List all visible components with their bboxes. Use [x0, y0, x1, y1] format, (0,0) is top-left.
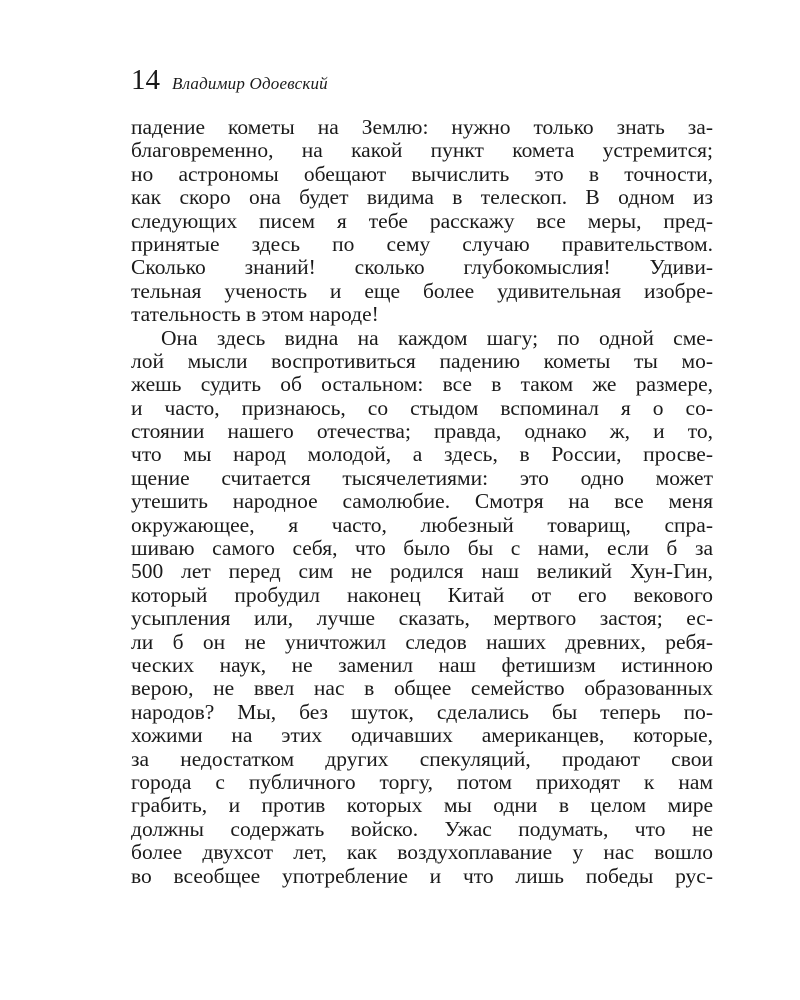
text-line: лой мысли воспротивиться падению кометы ты мо- [131, 349, 713, 373]
running-head [131, 64, 328, 97]
text-line: и часто, признаюсь, со стыдом вспоминал я о со- [131, 396, 713, 420]
text-line: окружающее, я часто, любезный товарищ, спра- [131, 513, 713, 537]
text-line: но астрономы обещают вычислить это в точности, [131, 162, 713, 186]
page-number: 14 [131, 64, 160, 96]
text-line: который пробудил наконец Китай от его векового [131, 583, 713, 607]
text-line: тельная ученость и еще более удивительная изобре- [131, 279, 713, 303]
author-name: Владимир Одоевский [172, 74, 328, 93]
text-line: что мы народ молодой, а здесь, в России, просве- [131, 443, 713, 467]
text-line: грабить, и против которых мы одни в целом мире [131, 794, 713, 818]
text-line: должны содержать войско. Ужас подумать, что не [131, 817, 713, 841]
body-text [131, 116, 713, 888]
text-line: за недостатком других спекуляций, продают свои [131, 747, 713, 771]
text-line: следующих писем я тебе расскажу все меры, пред- [131, 209, 713, 233]
text-line: щение считается тысячелетиями: это одно может [131, 466, 713, 490]
text-line: ли б он не уничтожил следов наших древних, ребя- [131, 630, 713, 654]
text-line: жешь судить об остальном: все в таком же размере, [131, 373, 713, 397]
text-line: во всеобщее употребление и что лишь победы рус- [131, 864, 713, 888]
text-line: усыпления или, лучше сказать, мертвого застоя; ес- [131, 607, 713, 631]
text-line: падение кометы на Землю: нужно только знать за- [131, 116, 713, 139]
text-line: 500 лет перед сим не родился наш великий Хун-Гин, [131, 560, 713, 584]
text-line: принятые здесь по сему случаю правительством. [131, 232, 713, 256]
text-line: ческих наук, не заменил наш фетишизм истинною [131, 653, 713, 677]
text-line: стоянии нашего отечества; правда, однако ж, и то, [131, 420, 713, 444]
text-line: более двухсот лет, как воздухоплавание у нас вошло [131, 841, 713, 865]
text-line: народов? Мы, без шуток, сделались бы теперь по- [131, 700, 713, 724]
text-line: шиваю самого себя, что было бы с нами, если б за [131, 537, 713, 561]
paragraph-end-line: тательность в этом народе! [131, 303, 379, 327]
text-line: Сколько знаний! сколько глубокомыслия! Удиви- [131, 256, 713, 280]
text-line: утешить народное самолюбие. Смотря на все меня [131, 490, 713, 514]
text-line: как скоро она будет видима в телескоп. В одном из [131, 186, 713, 210]
paragraph-first-line: Она здесь видна на каждом шагу; по одной сме- [161, 326, 713, 350]
text-line: благовременно, на какой пункт комета устремится; [131, 139, 713, 163]
text-line: хожими на этих одичавших американцев, которые, [131, 724, 713, 748]
text-line: верою, не ввел нас в общее семейство образованных [131, 677, 713, 701]
text-line: города с публичного торгу, потом приходят к нам [131, 770, 713, 794]
